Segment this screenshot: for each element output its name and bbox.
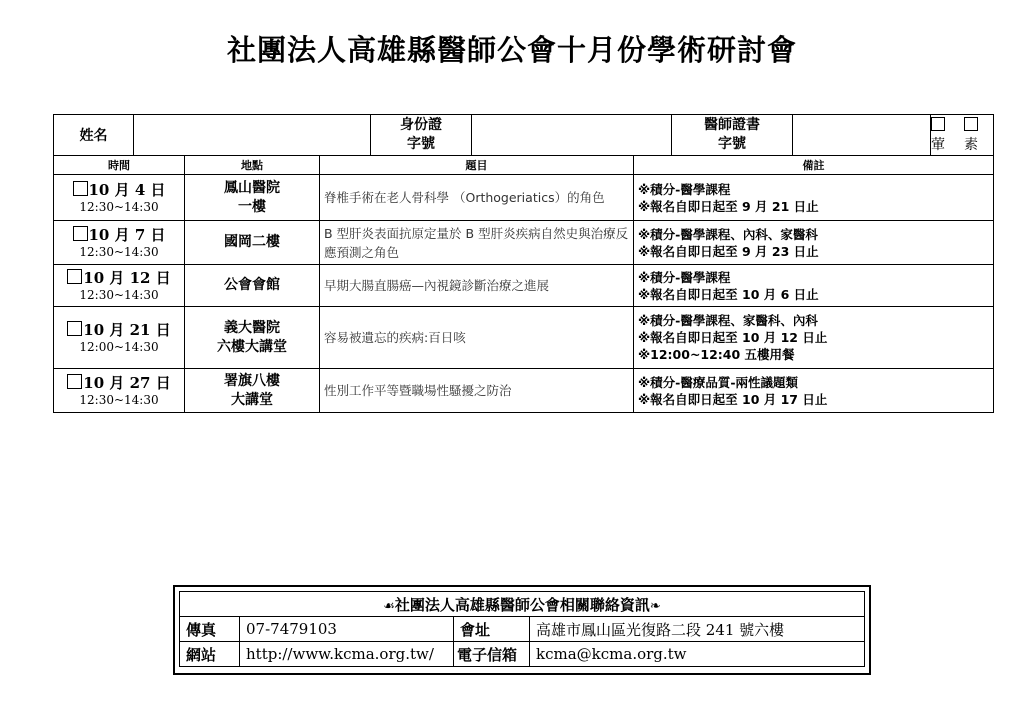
session-time-cell — [54, 369, 185, 413]
session-date: 10 月 21 日 — [83, 320, 171, 339]
website-link[interactable]: http://www.kcma.org.tw/ — [240, 642, 454, 667]
session-time-cell — [54, 175, 185, 221]
session-date: 10 月 4 日 — [88, 180, 166, 199]
session-location-line: 公會會館 — [224, 277, 280, 293]
checkbox-icon[interactable] — [73, 226, 88, 241]
session-location-line: 一樓 — [238, 198, 266, 215]
session-topic: 早期大腸直腸癌—內視鏡診斷治療之進展 — [320, 265, 634, 307]
id-number-field[interactable] — [472, 115, 672, 155]
session-location-line: 鳳山醫院 — [224, 179, 280, 196]
session-time: 12:30~14:30 — [79, 392, 159, 407]
contact-table — [179, 591, 865, 667]
session-table — [53, 114, 994, 413]
session-note: ※報名自即日起至 10 月 12 日止 — [638, 330, 828, 345]
session-location-cell — [185, 307, 320, 369]
session-location-line: 國岡二樓 — [224, 234, 280, 250]
session-note: ※報名自即日起至 10 月 17 日止 — [638, 391, 828, 407]
id-number-label-line1: 身份證 — [400, 117, 442, 133]
contact-info-box — [173, 585, 871, 675]
checkbox-icon[interactable] — [67, 321, 82, 336]
form-header-row — [54, 115, 994, 156]
license-label-line1: 醫師證書 — [704, 117, 760, 133]
contact-title: 社團法人高雄縣醫師公會相關聯絡資訊 — [394, 595, 650, 614]
session-date: 10 月 12 日 — [83, 268, 171, 287]
checkbox-icon — [931, 117, 945, 131]
email-link[interactable]: kcma@kcma.org.tw — [530, 642, 865, 667]
session-note: ※報名自即日起至 9 月 21 日止 — [638, 198, 819, 214]
session-note: ※報名自即日起至 9 月 23 日止 — [638, 243, 819, 259]
session-topic: 容易被遺忘的疾病:百日咳 — [320, 307, 634, 369]
session-date-line — [58, 269, 180, 287]
session-row — [54, 307, 994, 369]
fax-value: 07-7479103 — [240, 617, 454, 642]
session-note: ※積分-醫學課程、內科、家醫科 — [638, 226, 818, 242]
checkbox-icon[interactable] — [67, 374, 82, 389]
session-note: ※積分-醫學課程 — [638, 181, 731, 197]
session-note: ※12:00~12:40 五樓用餐 — [638, 347, 795, 362]
session-date-line — [58, 321, 180, 339]
session-time: 12:30~14:30 — [79, 199, 159, 214]
column-header: 備註 — [634, 156, 994, 175]
checkbox-icon[interactable] — [67, 269, 82, 284]
session-location-cell — [185, 369, 320, 413]
session-time: 12:30~14:30 — [79, 287, 159, 302]
session-date-line — [58, 226, 180, 244]
session-topic: 脊椎手術在老人骨科學 （Orthogeriatics）的角色 — [320, 175, 634, 221]
fax-label: 傳真 — [180, 617, 240, 642]
license-label — [672, 115, 793, 155]
session-location-line: 六樓大講堂 — [217, 338, 287, 355]
session-notes-cell — [634, 175, 994, 221]
address-value: 高雄市鳳山區光復路二段 241 號六樓 — [530, 617, 865, 642]
column-header: 地點 — [185, 156, 320, 175]
session-location-cell — [185, 221, 320, 265]
session-date: 10 月 27 日 — [83, 373, 171, 392]
session-location-line: 義大醫院 — [224, 319, 280, 336]
diet-veg-option[interactable] — [964, 117, 993, 154]
session-location-line: 大講堂 — [231, 391, 273, 408]
session-location-line: 署旗八樓 — [224, 372, 280, 389]
session-row — [54, 265, 994, 307]
session-date: 10 月 7 日 — [88, 225, 166, 244]
id-number-label — [371, 115, 472, 155]
session-row — [54, 369, 994, 413]
session-time: 12:00~14:30 — [79, 339, 159, 354]
session-location-cell — [185, 175, 320, 221]
contact-title-cell — [180, 592, 865, 617]
session-date-line — [58, 374, 180, 392]
column-header: 時間 — [54, 156, 185, 175]
diet-meat-option[interactable] — [931, 117, 960, 154]
session-notes-cell — [634, 307, 994, 369]
ornament-left-icon: ☙ — [383, 598, 395, 614]
checkbox-icon[interactable] — [73, 181, 88, 196]
session-time-cell — [54, 221, 185, 265]
session-notes-cell — [634, 221, 994, 265]
session-notes-cell — [634, 265, 994, 307]
session-topic: 性別工作平等暨職場性騷擾之防治 — [320, 369, 634, 413]
session-note: ※報名自即日起至 10 月 6 日止 — [638, 286, 819, 302]
session-topic: B 型肝炎表面抗原定量於 B 型肝炎疾病自然史與治療反應預測之角色 — [320, 221, 634, 265]
session-row — [54, 175, 994, 221]
license-field[interactable] — [793, 115, 931, 155]
website-label: 網站 — [180, 642, 240, 667]
page-title: 社團法人高雄縣醫師公會十月份學術研討會 — [226, 33, 797, 67]
diet-veg-label: 素 — [964, 136, 978, 153]
name-label: 姓名 — [54, 115, 134, 155]
license-label-line2: 字號 — [718, 136, 746, 152]
column-header-row — [54, 156, 994, 175]
session-notes-cell — [634, 369, 994, 413]
diet-options — [931, 115, 993, 155]
session-date-line — [58, 181, 180, 199]
session-note: ※積分-醫療品質-兩性議題類 — [638, 374, 799, 390]
session-time: 12:30~14:30 — [79, 244, 159, 259]
session-note: ※積分-醫學課程、家醫科、內科 — [638, 313, 818, 328]
ornament-right-icon: ❧ — [649, 598, 661, 614]
address-label: 會址 — [454, 617, 530, 642]
id-number-label-line2: 字號 — [407, 136, 435, 152]
session-row — [54, 221, 994, 265]
session-time-cell — [54, 265, 185, 307]
session-location-cell — [185, 265, 320, 307]
email-label: 電子信箱 — [454, 642, 530, 667]
diet-meat-label: 葷 — [931, 136, 945, 153]
session-time-cell — [54, 307, 185, 369]
column-header: 題目 — [320, 156, 634, 175]
checkbox-icon — [964, 117, 978, 131]
name-field[interactable] — [134, 115, 371, 155]
session-note: ※積分-醫學課程 — [638, 269, 731, 285]
